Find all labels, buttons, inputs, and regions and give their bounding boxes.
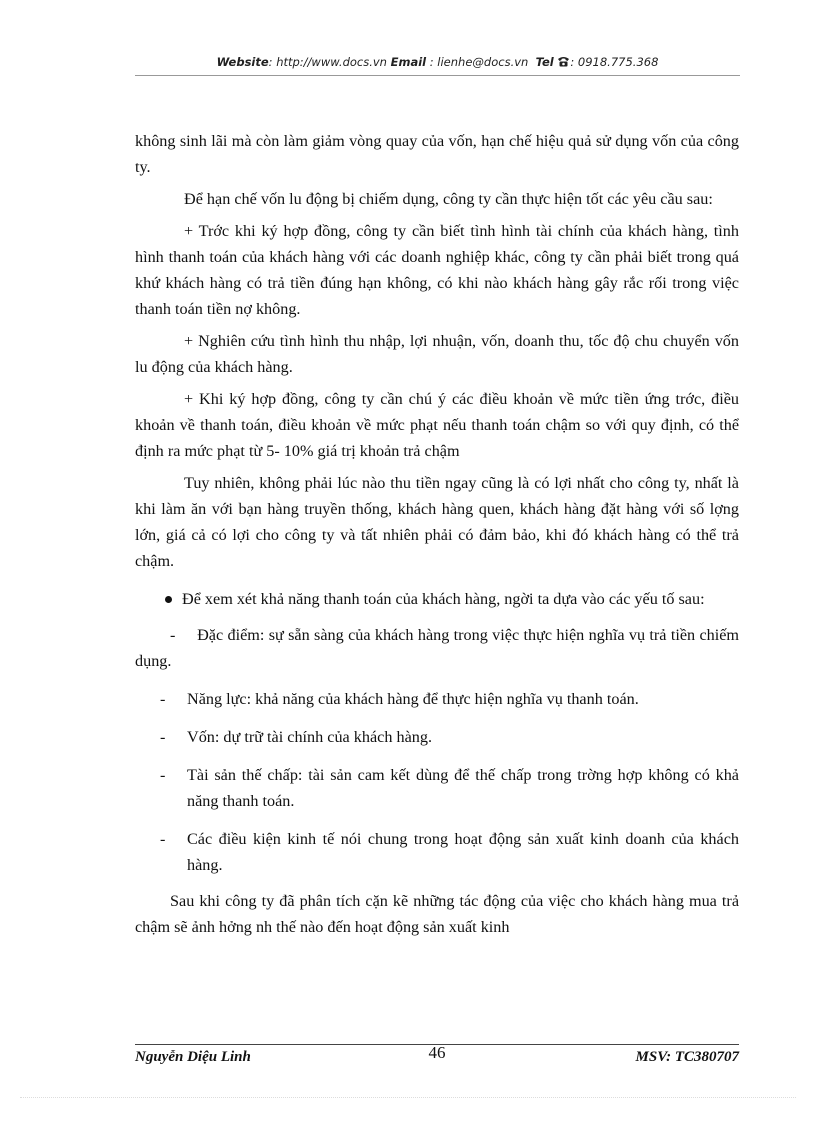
- list-item-text: Đặc điểm: sự sẵn sàng của khách hàng trong việc thực hiện nghĩa vụ trả tiền chiếm dụng.: [135, 626, 739, 670]
- email-value: : lienhe@docs.vn: [426, 55, 529, 69]
- website-label: Website: [216, 55, 269, 69]
- bullet-text: Để xem xét khả năng thanh toán của khách hàng, ngời ta dựa vào các yếu tố sau:: [182, 590, 705, 608]
- dash-mark: -: [160, 830, 166, 848]
- phone-icon: [557, 56, 570, 70]
- list-item-text: Các điều kiện kinh tế nói chung trong hoạt động sản xuất kinh doanh của khách hàng.: [187, 830, 739, 874]
- paragraph: không sinh lãi mà còn làm giảm vòng quay của vốn, hạn chế hiệu quả sử dụng vốn của công ty.: [135, 132, 739, 176]
- email-label: Email: [390, 55, 427, 69]
- page-footer: [135, 1043, 739, 1070]
- dash-mark: -: [160, 766, 166, 784]
- author-name: Nguyễn Diệu Linh: [135, 1049, 251, 1065]
- list-item: [135, 686, 739, 712]
- page-bottom-edge: [20, 1097, 796, 1098]
- list-item: [135, 622, 739, 674]
- website-value: : http://www.docs.vn: [268, 55, 387, 69]
- list-item: [135, 724, 739, 750]
- dash-mark: -: [160, 690, 166, 708]
- tel-label: Tel: [535, 55, 554, 69]
- list-item: [135, 826, 739, 878]
- student-id: MSV: TC380707: [635, 1049, 739, 1065]
- bullet-item: [135, 586, 739, 612]
- header-divider: [135, 75, 740, 76]
- paragraph: + Nghiên cứu tình hình thu nhập, lợi nhuận, vốn, doanh thu, tốc độ chu chuyển vốn lu động của khách hàng.: [135, 332, 739, 376]
- paragraph: + Khi ký hợp đồng, công ty cần chú ý các điều khoản về mức tiền ứng trớc, điều khoản về thanh toán, điều khoản về mức phạt nếu thanh toán chậm so với quy định, có thể định ra mức phạt từ 5- 10% giá trị khoản trả chậm: [135, 390, 739, 460]
- paragraph: + Trớc khi ký hợp đồng, công ty cần biết tình hình tài chính của khách hàng, tình hình thanh toán của khách hàng với các doanh nghiệp khác, công ty cần phải biết trong quá khứ khách hàng có trả tiền đúng hạn không, có khi nào khách hàng gây rắc rối trong việc thanh toán tiền nợ không.: [135, 222, 739, 318]
- page-number: 46: [428, 1043, 446, 1062]
- paragraph: Tuy nhiên, không phải lúc nào thu tiền ngay cũng là có lợi nhất cho công ty, nhất là khi làm ăn với bạn hàng truyền thống, khách hàng quen, khách hàng đặt hàng với số lợng lớn, giá cả có lợi cho công ty và tất nhiên phải có đảm bảo, khi đó khách hàng có thể trả chậm.: [135, 474, 739, 570]
- tel-value: : 0918.775.368: [570, 55, 659, 69]
- paragraph: Để hạn chế vốn lu động bị chiếm dụng, công ty cần thực hiện tốt các yêu cầu sau:: [184, 190, 713, 208]
- paragraph: Sau khi công ty đã phân tích cặn kẽ những tác động của việc cho khách hàng mua trả chậm sẽ ảnh hởng nh thế nào đến hoạt động sản xuất kinh: [135, 892, 739, 936]
- dash-mark: -: [160, 728, 166, 746]
- list-item-text: Năng lực: khả năng của khách hàng để thực hiện nghĩa vụ thanh toán.: [187, 690, 639, 708]
- list-item-text: Tài sản thế chấp: tài sản cam kết dùng để thế chấp trong trờng hợp không có khả năng thanh toán.: [187, 766, 739, 810]
- document-body: [135, 128, 739, 940]
- bullet-dot-icon: [165, 596, 172, 603]
- list-item: [135, 762, 739, 814]
- list-item-text: Vốn: dự trữ tài chính của khách hàng.: [187, 728, 433, 746]
- page-header: [135, 55, 740, 77]
- dash-mark: -: [170, 626, 176, 644]
